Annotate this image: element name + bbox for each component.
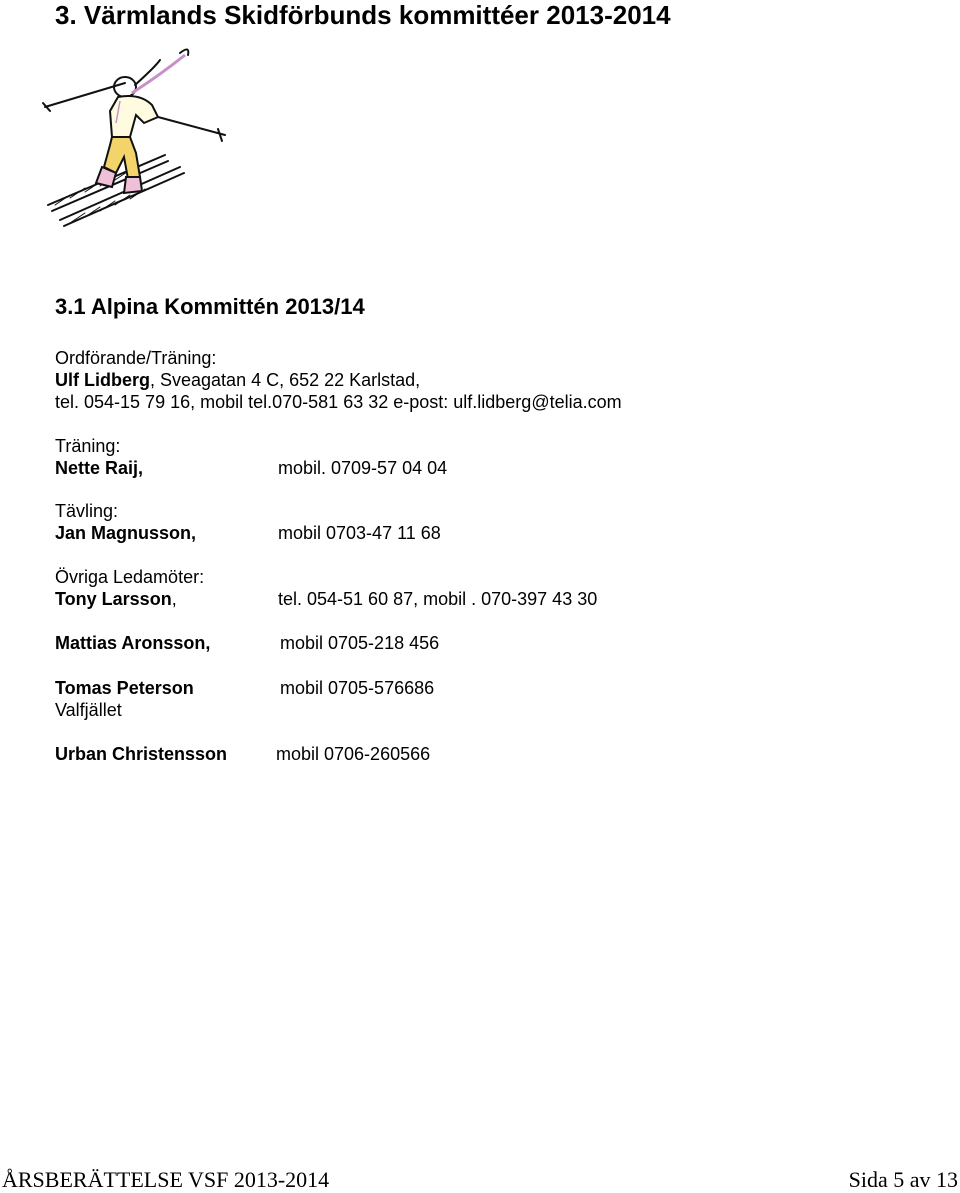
member-name: Mattias Aronsson, [55, 633, 211, 653]
member-name: Urban Christensson [55, 744, 228, 764]
footer-title: ÅRSBERÄTTELSE VSF 2013-2014 [2, 1167, 330, 1192]
member-phone: mobil 0705-576686 [280, 678, 435, 698]
training-name: Nette Raij, [55, 458, 144, 478]
page-title: 3. Värmlands Skidförbunds kommittéer 2013-2014 [55, 0, 671, 30]
training-role: Träning: [55, 436, 121, 456]
competition-role: Tävling: [55, 501, 119, 521]
chair-name: Ulf Lidberg [55, 370, 150, 390]
member-phone: mobil 0705-218 456 [280, 633, 440, 653]
training-phone: mobil. 0709-57 04 04 [278, 458, 448, 478]
footer-page-number: Sida 5 av 13 [848, 1167, 958, 1192]
member-phone: tel. 054-51 60 87, mobil . 070-397 43 30 [278, 589, 598, 609]
chair-contact: tel. 054-15 79 16, mobil tel.070-581 63 32 e-post: ulf.lidberg@telia.com [55, 392, 622, 412]
chair-address: , Sveagatan 4 C, 652 22 Karlstad, [150, 370, 421, 390]
member-phone: mobil 0706-260566 [276, 744, 431, 764]
member-location: Valfjället [55, 700, 122, 720]
section-title: 3.1 Alpina Kommittén 2013/14 [55, 294, 365, 319]
competition-phone: mobil 0703-47 11 68 [278, 523, 441, 543]
others-role: Övriga Ledamöter: [55, 567, 205, 587]
chair-line [55, 370, 420, 391]
member-name: Tomas Peterson [55, 678, 194, 698]
competition-name: Jan Magnusson, [55, 523, 197, 543]
member-name: Tony Larsson, [55, 589, 177, 609]
skier-illustration [40, 45, 240, 235]
chair-role: Ordförande/Träning: [55, 348, 217, 368]
